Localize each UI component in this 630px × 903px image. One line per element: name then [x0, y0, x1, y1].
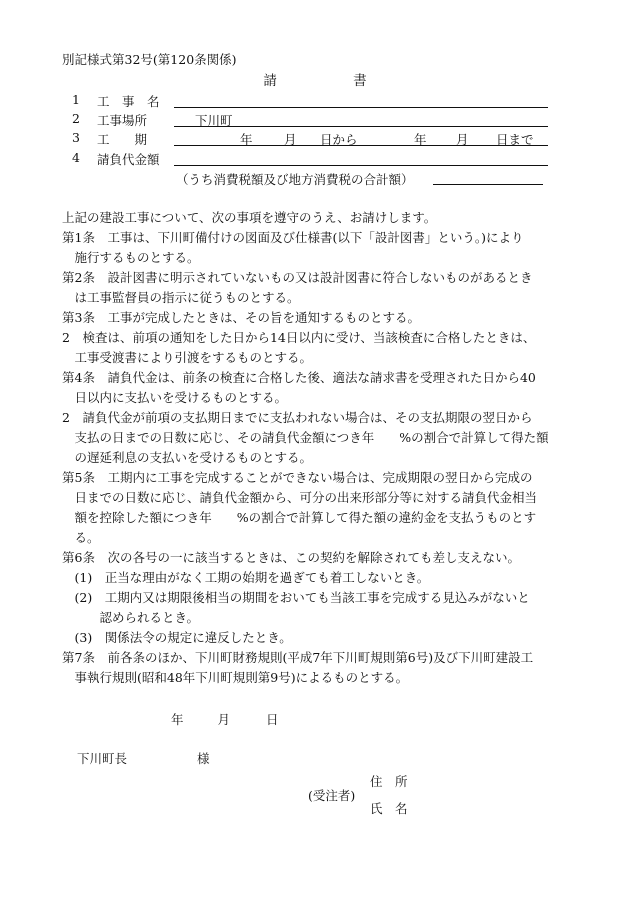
contractor-address-label: 住 所: [370, 774, 408, 789]
body-line: 第1条 工事は、下川町備付けの図面及び仕様書(以下「設計図書」という。)により: [62, 230, 524, 245]
body-line: 第5条 工期内に工事を完成することができない場合は、完成期限の翌日から完成の: [62, 470, 533, 485]
addressee: [77, 749, 210, 767]
body-line: 日までの日数に応じ、請負代金額から、可分の出来形部分等に対する請負代金相当: [62, 490, 538, 505]
body-line: 第6条 次の各号の一に該当するときは、この契約を解除されても差し支えない。: [62, 550, 520, 565]
field-underline: [174, 145, 548, 146]
period-end-month: 月: [456, 132, 469, 147]
body-line: 認められるとき。: [62, 610, 200, 625]
document-title: [0, 69, 630, 89]
field-label: 工事場所: [97, 113, 148, 128]
title-char-2: 書: [353, 73, 367, 89]
period-end-year: 年: [414, 132, 427, 147]
field-contract-amount: [72, 150, 572, 168]
field-number: 4: [72, 150, 80, 165]
date-month: 月: [217, 712, 231, 727]
period-start-day: 日から: [320, 132, 358, 147]
field-number: 2: [72, 111, 80, 126]
body-line: 第4条 請負代金は、前条の検査に合格した後、適法な請求書を受理された日から40: [62, 370, 536, 385]
body-line: 第7条 前各条のほか、下川町財務規則(平成7年下川町規則第6号)及び下川町建設工: [62, 650, 534, 665]
body-line: は工事監督員の指示に従うものとする。: [62, 290, 300, 305]
body-line: 日以内に支払いを受けるものとする。: [62, 390, 288, 405]
field-number: 3: [72, 130, 80, 145]
field-construction-period: [72, 130, 572, 148]
tax-note: （うち消費税額及び地方消費税の合計額）: [176, 172, 414, 187]
date-year: 年: [171, 712, 184, 727]
contractor-name-label: 氏 名: [370, 801, 408, 816]
body-line: 工事受渡書により引渡をするものとする。: [62, 350, 313, 365]
body-line: (3) 関係法令の規定に違反したとき。: [62, 630, 292, 645]
contractor-label: (受注者): [308, 788, 356, 803]
field-underline: [174, 165, 548, 166]
body-line: 支払の日までの日数に応じ、その請負代金額につき年 %の割合で計算して得た額: [62, 430, 549, 445]
field-label: 工 期: [97, 132, 148, 147]
body-line: 額を控除した額につき年 %の割合で計算して得た額の違約金を支払うものとす: [62, 510, 537, 525]
form-number: 別記様式第32号(第120条関係): [62, 52, 237, 67]
title-char-1: 請: [263, 73, 277, 89]
field-label: 工 事 名: [97, 94, 160, 109]
signature-date: [171, 710, 279, 728]
body-line: 施行するものとする。: [62, 250, 200, 265]
body-line: 第3条 工事が完成したときは、その旨を通知するものとする。: [62, 310, 420, 325]
field-construction-name: [72, 92, 572, 110]
body-line: 第2条 設計図書に明示されていないもの又は設計図書に符合しないものがあるとき: [62, 270, 533, 285]
body-line: (2) 工期内又は期限後相当の期間をおいても当該工事を完成する見込みがないと: [62, 590, 530, 605]
field-label: 請負代金額: [97, 152, 160, 167]
period-end-day: 日まで: [496, 132, 534, 147]
period-start-year: 年: [240, 132, 253, 147]
body-line: 2 請負代金が前項の支払期日までに支払われない場合は、その支払期限の翌日から: [62, 410, 533, 425]
body-line: (1) 正当な理由がなく工期の始期を過ぎても着工しないとき。: [62, 570, 430, 585]
addressee-name: 下川町長: [77, 751, 128, 766]
body-line: 事執行規則(昭和48年下川町規則第9号)によるものとする。: [62, 670, 409, 685]
body-line: る。: [62, 530, 100, 545]
field-number: 1: [72, 92, 80, 107]
addressee-honorific: 様: [197, 751, 210, 766]
date-day: 日: [266, 712, 279, 727]
body-line: 2 検査は、前項の通知をした日から14日以内に受け、当該検査に合格したときは、: [62, 330, 536, 345]
field-value: 下川町: [195, 113, 233, 128]
field-construction-site: [72, 111, 572, 129]
tax-underline: [433, 184, 543, 185]
field-underline: [174, 107, 548, 108]
period-start-month: 月: [284, 132, 297, 147]
body-line: 上記の建設工事について、次の事項を遵守のうえ、お請けします。: [62, 210, 437, 225]
body-line: の遅延利息の支払いを受けるものとする。: [62, 450, 313, 465]
